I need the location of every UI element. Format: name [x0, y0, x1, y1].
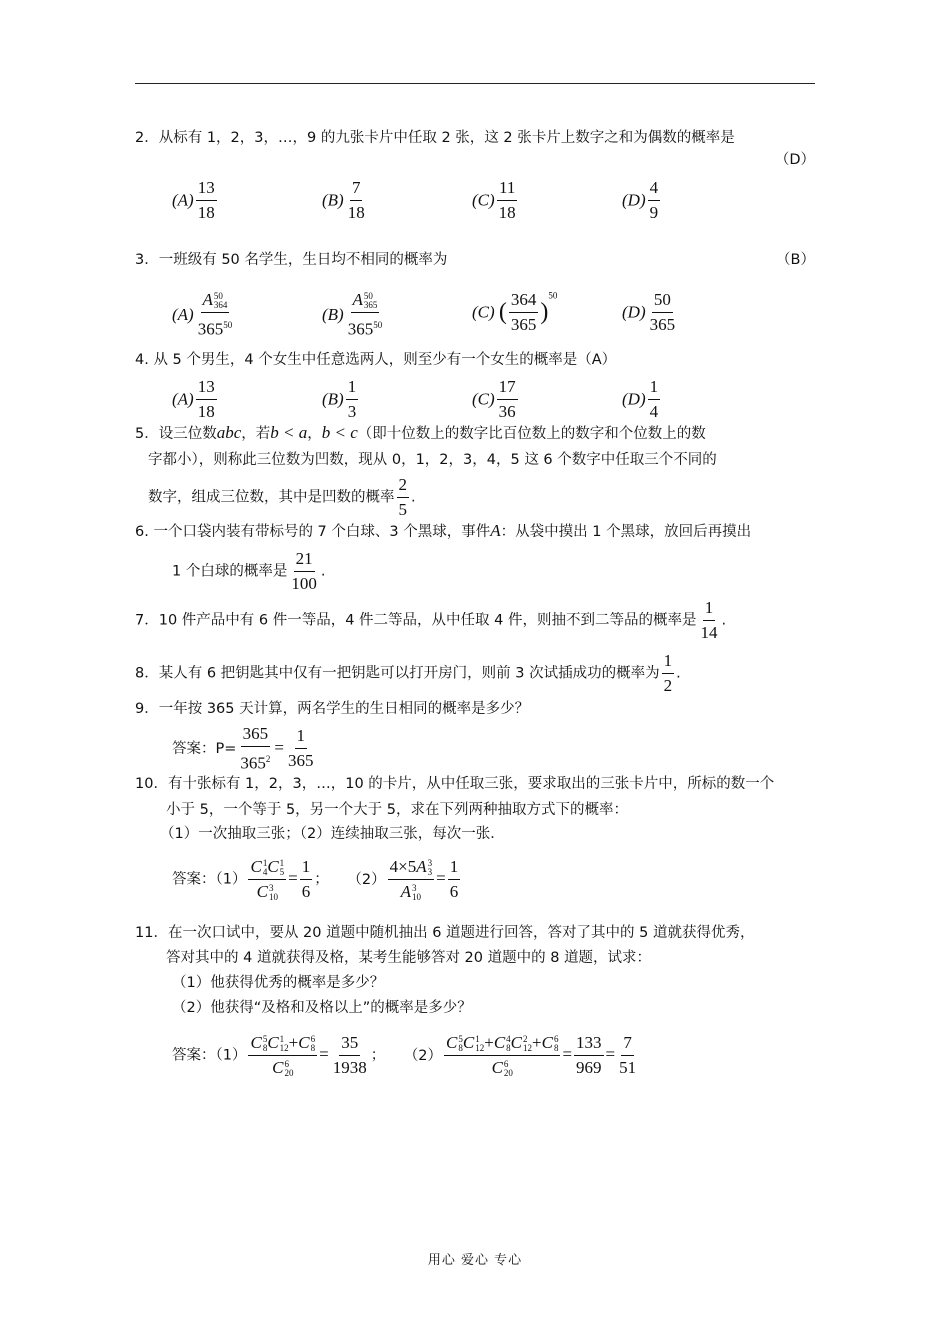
question-11-line-3: （1）他获得优秀的概率是多少？: [172, 975, 385, 991]
q3-option-d: (D) $\frac{50}{365}$: [622, 290, 676, 334]
question-11-line-4: （2）他获得“及格和及格以上”的概率是多少？: [172, 1000, 472, 1016]
question-7: 7．10 件产品中有 6 件一等品，4 件二等品，从中任取 4 件，则抽不到二等品的概率是 $\frac{1}{14}$ .: [135, 598, 727, 642]
question-9-answer: 答案：P= $\frac{365}{365^2}$ = $\frac{1}{365}$: [172, 724, 314, 773]
question-10-line-3: （1）一次抽取三张；（2）连续抽取三张，每次一张．: [160, 826, 505, 842]
question-8: 8．某人有 6 把钥匙其中仅有一把钥匙可以打开房门，则前 3 次试插成功的概率为 $\frac{1}{2}$ .: [135, 651, 681, 695]
question-10-answer: 答案：（1） C 1 4 C 1 5 C 3 10 = $\frac{1}{6}$ ； （2） 4×5A 3 3 A 3 10 = $\frac{1}{6}$: [172, 857, 459, 903]
question-2-answer: （D）: [774, 152, 815, 168]
q4-option-b: (B) $\frac{1}{3}$: [322, 377, 357, 421]
q2-option-c: (C) $\frac{11}{18}$: [472, 178, 516, 222]
question-10: 10．有十张标有 1，2，3，…，10 的卡片，从中任取三张，要求取出的三张卡片中，所标的数一个: [135, 776, 775, 792]
question-5-line-2: 字都小），则称此三位数为凹数，现从 0，1，2，3，4，5 这 6 个数字中任取三个不同的: [148, 452, 717, 468]
question-4-text: 4. 从 5 个男生，4 个女生中任意选两人，则至少有一个女生的概率是（A）: [135, 352, 617, 368]
question-10-line-2: 小于 5，一个等于 5，另一个大于 5，求在下列两种抽取方式下的概率：: [166, 802, 629, 818]
question-11-answer: 答案：（1） C 5 8 C 1 12 +C 6 8 C 6 20 = $\frac{35}{1938}$ ； （2） C 5 8 C 1 12 +C 4 8 C 2 12 +C 6 8 C 6 20 = $\frac{133}{969}$ = $\frac{7}{51}$: [172, 1033, 637, 1079]
question-3-answer: （B）: [776, 252, 815, 268]
question-6-line-2: 1 个白球的概率是 $\frac{21}{100}$ .: [172, 549, 326, 593]
question-6: 6. 一个口袋内装有带标号的 7 个白球、3 个黑球，事件A：从袋中摸出 1 个黑球，放回后再摸出: [135, 521, 752, 540]
q2-option-d: (D) $\frac{4}{9}$: [622, 178, 659, 222]
q4-option-d: (D) $\frac{1}{4}$: [622, 377, 659, 421]
question-3-text: 3．一班级有 50 名学生，生日均不相同的概率为: [135, 252, 448, 268]
question-11-line-2: 答对其中的 4 道就获得及格，某考生能够答对 20 道题中的 8 道题，试求：: [166, 950, 652, 966]
page-footer: 用心 爱心 专心: [427, 1253, 523, 1268]
question-5: 5．设三位数abc，若b < a，b < c（即十位数上的数字比百位数上的数字和个位数上的数: [135, 423, 706, 442]
question-5-line-3: 数字，组成三位数，其中是凹数的概率 $\frac{2}{5}$ .: [148, 475, 416, 519]
q4-option-a: (A) $\frac{13}{18}$: [172, 377, 215, 421]
header-rule: [135, 83, 815, 84]
question-11: 11．在一次口试中，要从 20 道题中随机抽出 6 道题进行回答，答对了其中的 5 道就获得优秀，: [135, 925, 755, 941]
question-2: [135, 125, 815, 168]
question-3: [135, 247, 815, 273]
q3-option-a: (A) A 50 364 $365^{50}$: [172, 290, 233, 339]
q4-option-c: (C) $\frac{17}{36}$: [472, 377, 516, 421]
q3-option-b: (B) A 50 365 $365^{50}$: [322, 290, 383, 339]
q2-option-a: (A) $\frac{13}{18}$: [172, 178, 215, 222]
q2-option-b: (B) $\frac{7}{18}$: [322, 178, 365, 222]
q3-option-c: (C) ( $\frac{364}{365}$ )$^{50}$: [472, 290, 558, 334]
question-2-text: 2．从标有 1，2，3，…，9 的九张卡片中任取 2 张，这 2 张卡片上数字之和为偶数的概率是: [135, 130, 735, 146]
question-9: 9．一年按 365 天计算，两名学生的生日相同的概率是多少？: [135, 701, 530, 717]
question-4: [135, 347, 815, 373]
